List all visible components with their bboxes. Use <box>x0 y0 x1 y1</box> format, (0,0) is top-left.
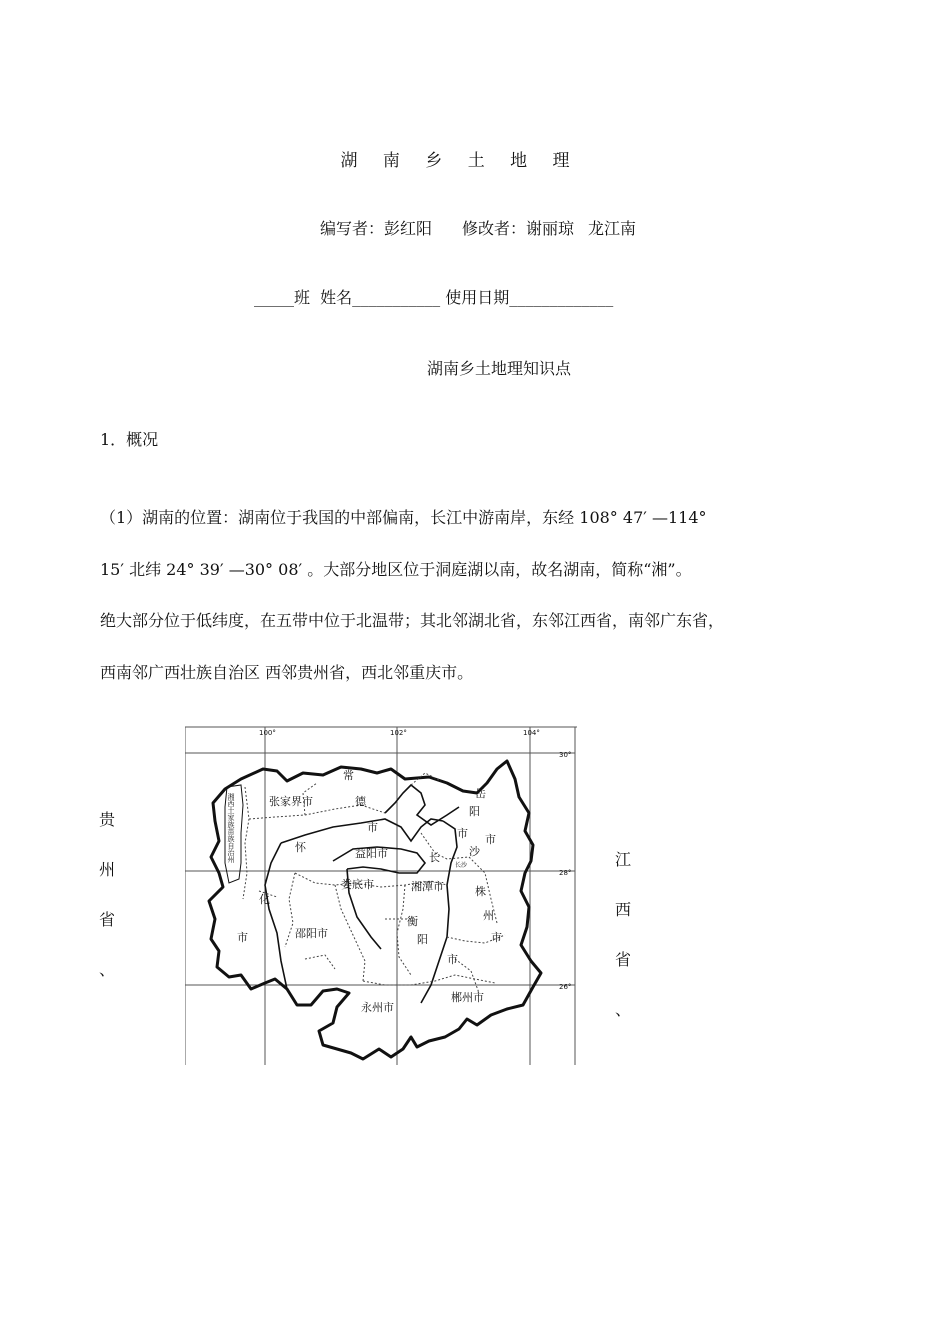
class-name-date-line: _____班 姓名___________ 使用日期_____________ <box>254 288 614 307</box>
region-yiyang: 益阳市 <box>355 847 388 860</box>
region-huaihua: 化 <box>259 893 270 906</box>
side-char: 西 <box>614 900 631 919</box>
region-changsha: 沙 <box>469 845 480 858</box>
region-yongzhou: 永州市 <box>361 1001 394 1014</box>
rivers <box>265 785 459 1003</box>
side-char: 江 <box>614 850 631 869</box>
side-char: 、 <box>98 960 115 979</box>
reviser-label: 修改者：谢丽琼 <box>461 219 574 238</box>
city-changsha: 长沙 <box>455 862 468 869</box>
region-changde: 德 <box>355 795 366 808</box>
region-xiangxi: 湘西土家族苗族自治州 <box>227 793 235 863</box>
paragraph-line: 15′ 北纬 24° 39′ —30° 08′ 。大部分地区位于洞庭湖以南，故名湖南，简称“湘”。 <box>100 559 692 579</box>
region-changsha: 长 <box>429 851 440 864</box>
lat-label: 26° <box>559 983 572 991</box>
region-huaihua: 市 <box>237 931 248 944</box>
left-side-label <box>97 795 117 995</box>
region-yueyang: 阳 <box>469 805 480 818</box>
region-zhuzhou: 市 <box>491 931 502 944</box>
reviser-name: 龙江南 <box>588 219 637 238</box>
region-yueyang: 岳 <box>475 787 486 800</box>
region-zhangjiajie: 张家界市 <box>269 795 313 808</box>
region-zhuzhou: 州 <box>483 909 494 922</box>
hunan-map <box>185 723 577 1065</box>
paragraph-line: 绝大部分位于低纬度，在五带中位于北温带；其北邻湖北省，东邻江西省，南邻广东省， <box>100 611 725 630</box>
region-hengyang: 市 <box>447 953 458 966</box>
authors-line <box>0 216 950 239</box>
region-huaihua: 怀 <box>295 841 306 854</box>
region-changsha: 市 <box>485 833 496 846</box>
region-zhuzhou: 株 <box>475 885 486 898</box>
location-paragraph <box>100 492 860 698</box>
region-yueyang: 市 <box>457 827 468 840</box>
lat-label: 28° <box>559 869 572 877</box>
side-char: 贵 <box>98 810 115 829</box>
region-shaoyang: 邵阳市 <box>295 927 328 940</box>
side-char: 、 <box>614 1000 631 1019</box>
lon-label: 102° <box>390 729 407 737</box>
lat-label: 30° <box>559 751 572 759</box>
section-heading: 1．概况 <box>100 430 159 449</box>
right-side-label <box>613 835 633 1035</box>
region-chenzhou: 郴州市 <box>451 991 484 1004</box>
paragraph-line: （1）湖南的位置：湖南位于我国的中部偏南，长江中游南岸，东经 108° 47′ —114° <box>100 508 707 527</box>
side-char: 省 <box>614 950 631 969</box>
lon-label: 100° <box>259 729 276 737</box>
region-hengyang: 衡 <box>407 915 418 928</box>
region-loudi: 娄底市 <box>341 878 374 891</box>
region-changde: 市 <box>367 821 378 834</box>
side-char: 州 <box>98 860 115 879</box>
document-title: 湖 南 乡 土 地 理 <box>340 151 580 171</box>
region-xiangtan: 湘潭市 <box>411 880 444 893</box>
author-label: 编写者：彭红阳 <box>319 219 432 238</box>
lon-label: 104° <box>523 729 540 737</box>
paragraph-line: 西南邻广西壮族自治区 西邻贵州省，西北邻重庆市。 <box>100 662 474 682</box>
knowledge-subtitle: 湖南乡土地理知识点 <box>427 359 572 378</box>
region-hengyang: 阳 <box>417 933 428 946</box>
side-char: 省 <box>98 910 115 929</box>
region-changde: 常 <box>343 769 354 782</box>
